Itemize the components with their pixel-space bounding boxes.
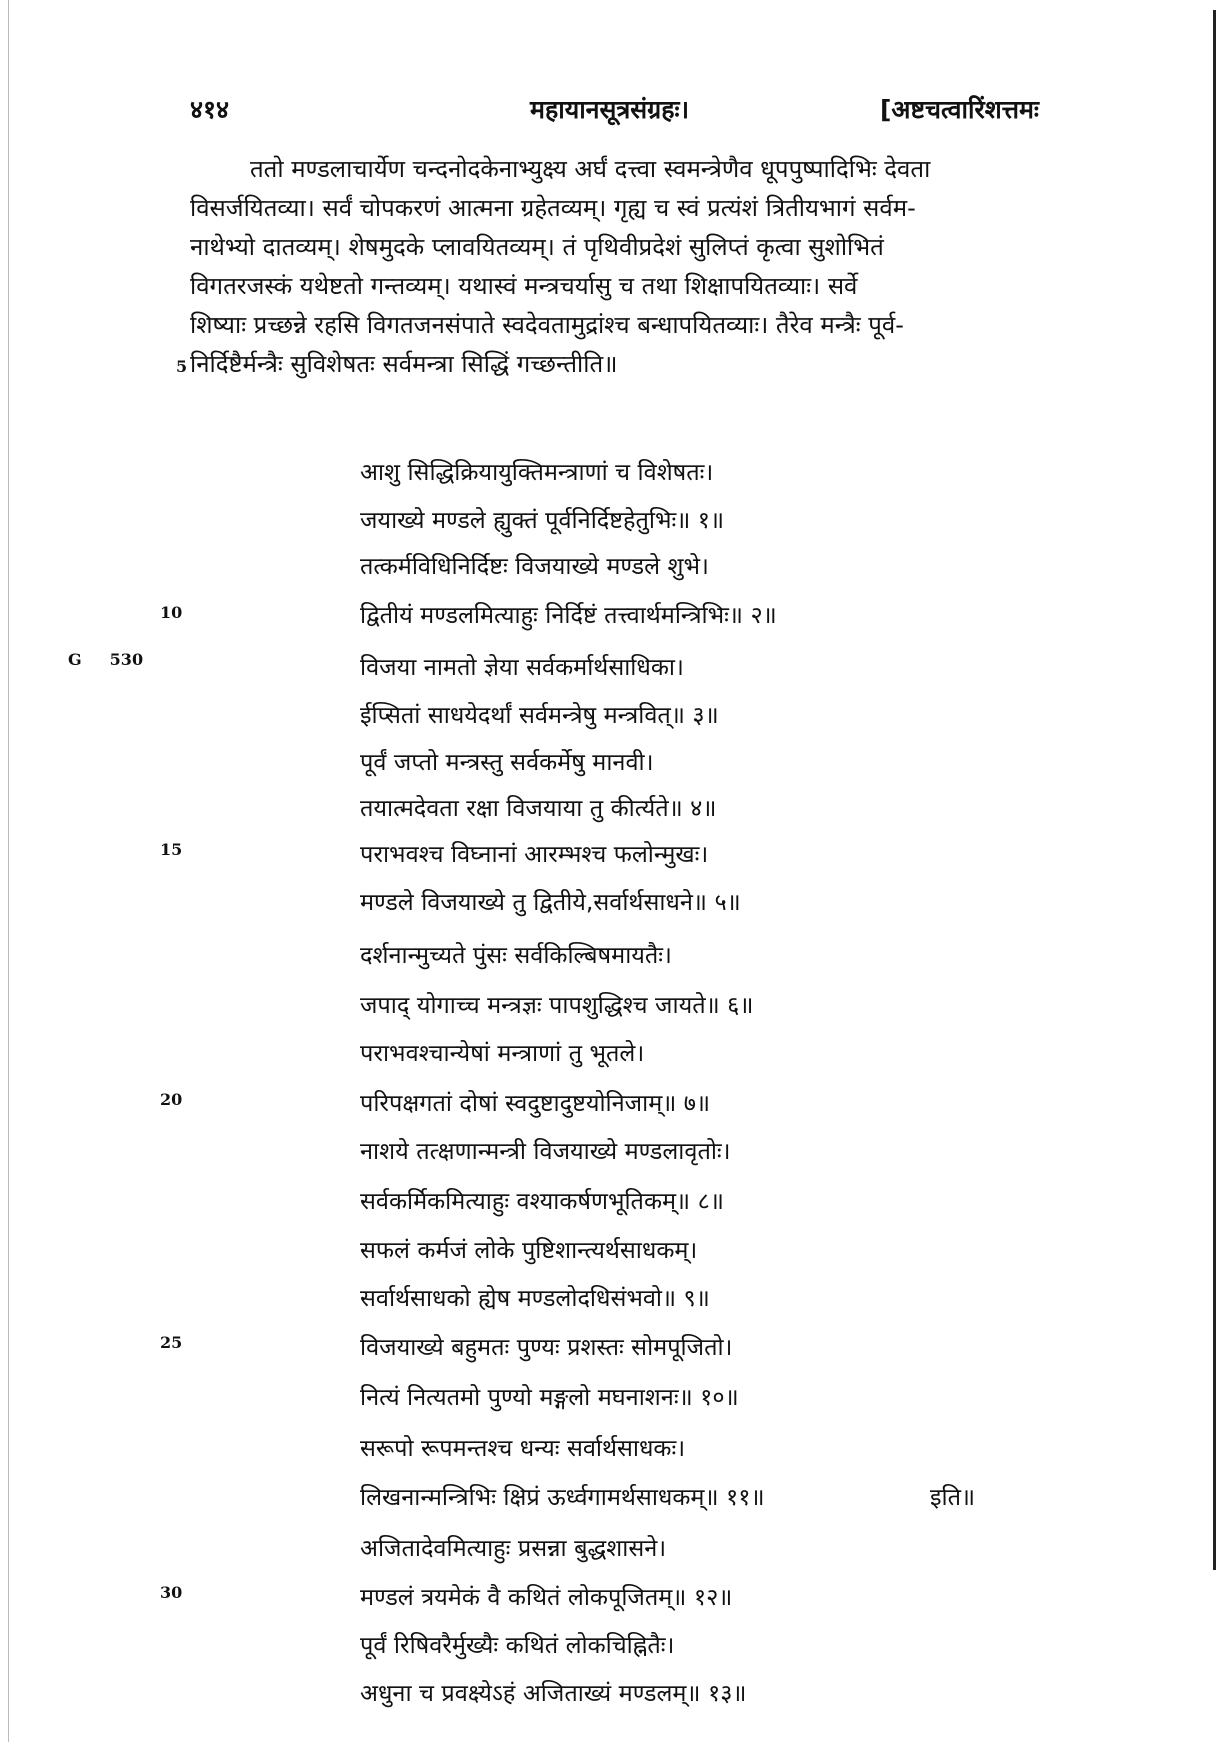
verse-line: द्वितीयं मण्डलमित्याहुः निर्दिष्टं तत्त्वार्थमन्त्रिभिः॥ २॥ [360,601,777,629]
verse-line: दर्शनान्मुच्यते पुंसः सर्वकिल्बिषमायतैः। [360,941,672,969]
verse-line: विजया नामतो ज्ञेया सर्वकर्मार्थसाधिका। [360,653,684,681]
verse-line: लिखनान्मन्त्रिभिः क्षिप्रं ऊर्ध्वगामर्थसाधकम्॥ ११॥ [360,1483,765,1511]
line-number: 10 [160,603,183,622]
running-title: महायानसूत्रसंग्रहः। [530,95,690,124]
verse-line: जपाद् योगाच्च मन्त्रज्ञः पापशुद्धिश्च जायते॥ ६॥ [360,991,754,1019]
verse-line: मण्डले विजयाख्ये तु द्वितीये,सर्वार्थसाधने॥ ५॥ [360,888,741,916]
verse-line: तयात्मदेवता रक्षा विजयाया तु कीर्त्यते॥ ४॥ [360,794,717,822]
prose-line: विगतरजस्कं यथेष्टतो गन्तव्यम्। यथास्वं मन्त्रचर्यासु च तथा शिक्षापयितव्याः। सर्वे [190,272,858,300]
margin-reference [68,650,143,669]
verse-line: पराभवश्च विघ्नानां आरम्भश्च फलोन्मुखः। [360,840,709,868]
section-title: [अष्टचत्वारिंशत्तमः [880,95,1039,124]
verse-line: सर्वार्थसाधको ह्येष मण्डलोदधिसंभवो॥ ९॥ [360,1284,710,1312]
verse-line: नित्यं नित्यतमो पुण्यो मङ्गलो मघनाशनः॥ १०॥ [360,1383,739,1411]
verse-line: पराभवश्चान्येषां मन्त्राणां तु भूतले। [360,1039,645,1067]
line-number: 5 [176,357,188,376]
verse-line: अजितादेवमित्याहुः प्रसन्ना बुद्धशासने। [360,1534,667,1562]
verse-line: अधुना च प्रवक्ष्येऽहं अजिताख्यं मण्डलम्॥ १३॥ [360,1679,747,1707]
scan-edge-line [8,0,9,1742]
verse-line: तत्कर्मविधिनिर्दिष्टः विजयाख्ये मण्डले शुभे। [360,552,709,580]
prose-line: ततो मण्डलाचार्येण चन्दनोदकेनाभ्युक्ष्य अर्घं दत्त्वा स्वमन्त्रेणैव धूपपुष्पादिभिः देवता [250,155,931,183]
prose-line: शिष्याः प्रच्छन्ने रहसि विगतजनसंपाते स्वदेवतामुद्रांश्च बन्धापयितव्याः। तैरेव मन्त्रैः पूर्व- [190,311,904,339]
line-number: 25 [160,1333,183,1352]
page-number: ४१४ [190,95,230,124]
iti-mark: इति॥ [930,1483,976,1511]
prose-paragraph [190,150,1120,384]
verse-line: सर्वकर्मिकमित्याहुः वश्याकर्षणभूतिकम्॥ ८॥ [360,1187,724,1215]
verse-line: नाशये तत्क्षणान्मन्त्री विजयाख्ये मण्डलावृतोः। [360,1137,731,1165]
prose-line: नाथेभ्यो दातव्यम्। शेषमुदके प्लावयितव्यम्। तं पृथिवीप्रदेशं सुलिप्तं कृत्वा सुशोभितं [190,233,884,261]
verse-line: पूर्वं जप्तो मन्त्रस्तु सर्वकर्मेषु मानवी। [360,748,654,776]
verse-line: ईप्सितां साधयेदर्थां सर्वमन्त्रेषु मन्त्रवित्॥ ३॥ [360,701,719,729]
verse-line: सरूपो रूपमन्तश्च धन्यः सर्वार्थसाधकः। [360,1434,686,1462]
line-number: 20 [160,1090,183,1109]
margin-ref-number: 530 [109,650,144,669]
line-number: 30 [160,1583,183,1602]
prose-line: विसर्जयितव्या। सर्वं चोपकरणं आत्मना ग्रहेतव्यम्। गृह्य च स्वं प्रत्यंशं त्रितीयभागं सर्वम- [190,194,916,222]
verse-line: विजयाख्ये बहुमतः पुण्यः प्रशस्तः सोमपूजितो। [360,1333,733,1361]
line-number: 15 [160,840,183,859]
verse-line: जयाख्ये मण्डले ह्युक्तं पूर्वनिर्दिष्टहेतुभिः॥ १॥ [360,506,725,534]
verse-line: आशु सिद्धिक्रियायुक्तिमन्त्राणां च विशेषतः। [360,458,714,486]
verse-line: सफलं कर्मजं लोके पुष्टिशान्त्यर्थसाधकम्। [360,1236,698,1264]
verse-line: पूर्वं रिषिवरैर्मुख्यैः कथितं लोकचिह्नितैः। [360,1631,675,1659]
verse-line: परिपक्षगतां दोषां स्वदुष्टादुष्टयोनिजाम्॥ ७॥ [360,1089,711,1117]
prose-line: निर्दिष्टैर्मन्त्रैः सुविशेषतः सर्वमन्त्रा सिद्धिं गच्छन्तीति॥ [190,350,618,378]
gutter-line [1213,10,1216,1570]
verse-line: मण्डलं त्रयमेकं वै कथितं लोकपूजितम्॥ १२॥ [360,1583,733,1611]
margin-ref-letter: G [68,650,82,669]
